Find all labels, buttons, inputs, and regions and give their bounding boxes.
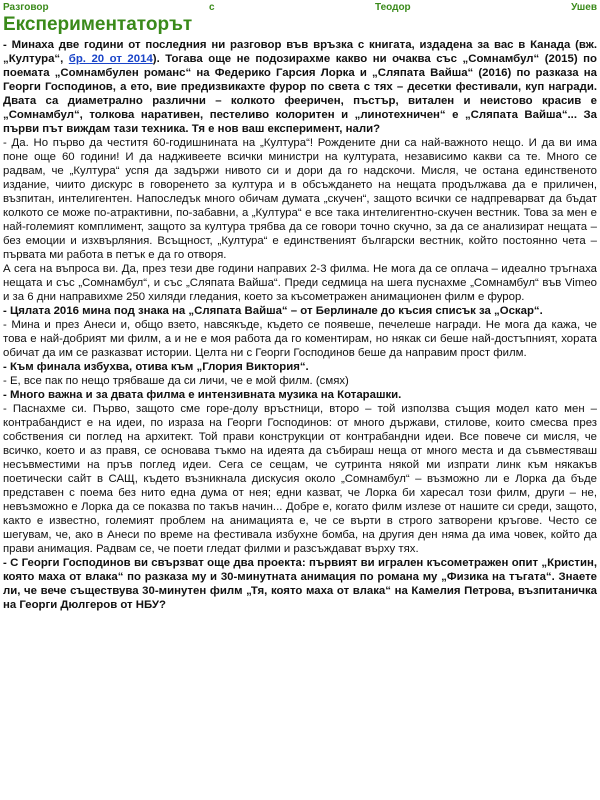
intro-text-a: - Минаха две години от последния ни разговор във връзка с книгата, издадена за вас в Канада (вж. „Култура“, [3,39,597,65]
article-title: Експериментаторът [3,14,193,35]
issue-link[interactable]: бр. 20 от 2014 [68,53,153,65]
answer-paragraph: - Е, все пак по нещо трябваше да си личи, че е мой филм. (смях) [3,375,349,387]
interview-body [3,136,597,612]
question-paragraph: - Цялата 2016 мина под знака на „Сляпата Вайша“ – от Берлинале до късия списък за „Оскар“. [3,305,543,317]
answer-paragraph: - Да. Но първо да честитя 60-годишнината на „Култура“! Рождените дни са най-важното нещо. И да ви има поне още 60 години! И да надживеете всички министри на културата, независимо какви са те. Много се радвам, че „Култура“ успя да задържи нивото си и дори да го надскочи. Мисля, че остана единственото издание, чиито дискурс в говоренето за култура и в обсъждането на нещата продължава да е приличен, възпитан, интелигентен. Напоследък много обичам думата „скучен“, защото всички се надпреварват да бъдат колкото се може по-атрактивни, по-забавни, а „Култура“ е все така интелигентно-скучен вестник. Това за мен е най-големият комплимент, защото за култура трябва да се говори точно скучно, за да се анализират нещата – без емоции и изхвърляния. Всъщност, „Култура“ е единственият български вестник, който постоянно чета – първата ми работа в петък е да го отворя. [3,137,597,261]
intro-text-b: ). Тогава още не подозирахме какво ни очаква със „Сомнамбул“ (2015) по поемата „Сомнамбулен романс“ на Федерико Гарсия Лорка и „Сляпата Вайша“ (2016) по разказа на Георги Господинов, а ето, вие предизвикахте фурор по света с тях – десетки фестивали, куп награди. Двата са диаметрално различни – колкото фееричен, пъстър, витален и неистово красив е „Сомнамбул“, толкова наративен, пестеливо колоритен и „линотехничен“ е „Сляпата Вайша“... За първи път виждам тази техника. Тя е нов ваш експеримент, нали? [3,53,597,135]
intro-question [3,38,597,136]
answer-paragraph: А сега на въпроса ви. Да, през тези две години направих 2-3 филма. Не мога да се оплача – идеално тръгнаха нещата и със „Сомнамбул“, и със „Сляпата Вайша“. Преди седмица на шега пуснахме „Сомнамбул“ във Vimeo и за 6 дни направихме 250 хиляди гледания, което за късометражен анимационен филм е фурор. [3,263,597,303]
kicker-word-with: с [208,2,215,13]
kicker-word-last-name: Ушев [571,2,597,13]
question-paragraph: - Към финала избухва, отива към „Глория Виктория“. [3,361,309,373]
question-paragraph: - Много важна и за двата филма е интензивната музика на Котарашки. [3,389,402,401]
kicker-word-conversation: Разговор [3,2,49,13]
kicker-word-first-name: Теодор [374,2,411,13]
answer-paragraph: - Мина и през Анеси и, общо взето, навсякъде, където се появеше, печелеше награди. Не мога да кажа, че това е най-добрият ми филм, а и не е моя работа да го коментирам, но някак си беше най-достъпният, хората обичат да им се разказват истории. Целта ни с Георги Господинов беше да направим прост филм. [3,319,597,359]
kicker [3,2,597,14]
answer-paragraph: - Паснахме си. Първо, защото сме горе-долу връстници, второ – той използва същия модел като мен – контрабандист е на идеи, по израза на Георги Господинов: от много държави, стилове, които смесва през собствения си поглед на архитект. Той прави конструкции от контрабандни идеи. Все повече си мисля, че всичко, което и аз правя, се основава тъкмо на идеята да събираш неща от много места и да съвместяваш несъвместими на пръв поглед идеи. Сега се сещам, че сутринта някой ми изпрати линк към някакъв поетически сайт в САЩ, където възникнала дискусия около „Сомнамбул“ – възможно ли е Лорка да бъде представен с поема без нито една дума от нея; едни казват, че Лорка би харесал този филм, други – не, невъзможно е Лорка да се показва по такъв начин... Добре е, когато филм излезе от нашите си среди, защото, както е известно, големият проблем на анимацията е, че се върти в строго затворени кръгове. Често се шегувам, че, ако в Анеси по време на фестивала избухне бомба, на другия ден няма да има човек, който да прави анимация. Радвам се, че поети гледат филми и разсъждават върху тях. [3,403,597,555]
question-paragraph: - С Георги Господинов ви свързват още два проекта: първият ви игрален късометражен опит „Кристин, която маха от влака“ по разказа му и 30-минутната анимация по романа му „Физика на тъгата“. Знаете ли, че вече съществува 30-минутен филм „Тя, която маха от влака“ на Камелия Петрова, възпитаничка на Георги Дюлгеров от НБУ? [3,557,597,611]
